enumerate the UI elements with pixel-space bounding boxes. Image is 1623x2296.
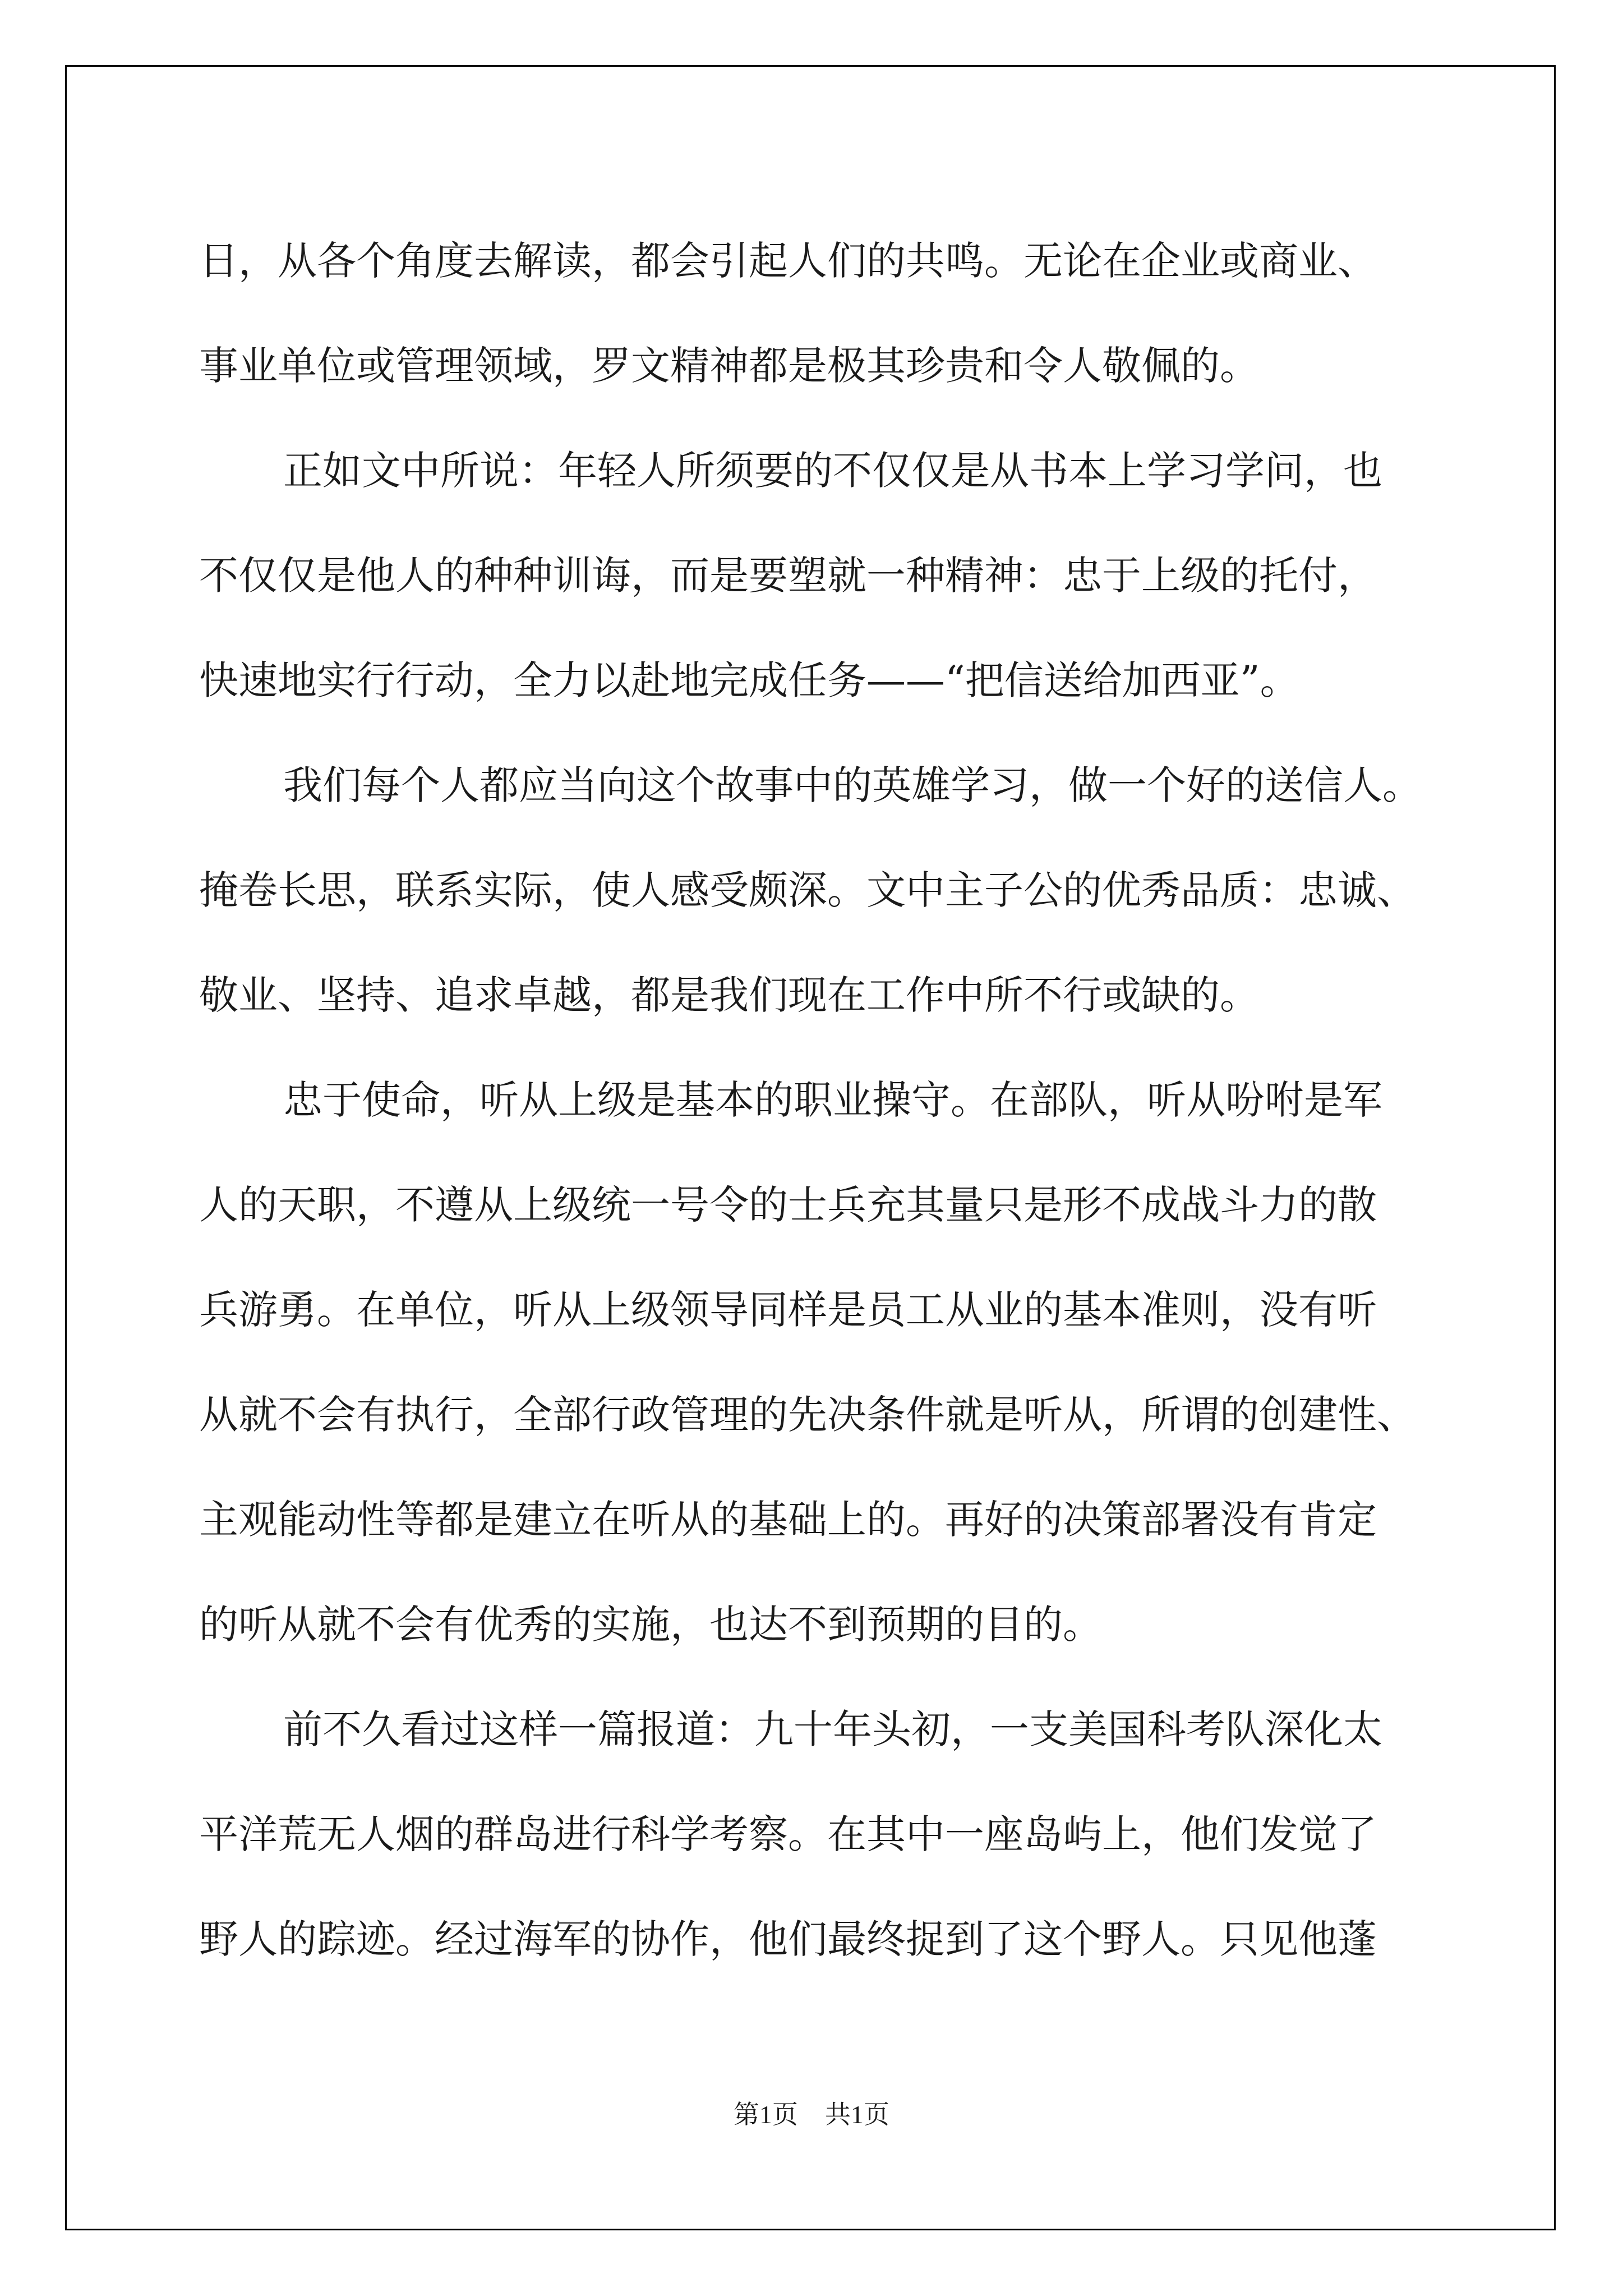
text-line: 兵游勇。在单位，听从上级领导同样是员工从业的基本准则，没有听 [199, 1287, 1377, 1333]
text-line: 的听从就不会有优秀的实施，也达不到预期的目的。 [199, 1602, 1102, 1648]
text-line: 忠于使命，听从上级是基本的职业操守。在部队，听从吩咐是军 [283, 1077, 1382, 1123]
text-line: 从就不会有执行，全部行政管理的先决条件就是听从，所谓的创建性、 [199, 1392, 1416, 1438]
text-line: 平洋荒无人烟的群岛进行科学考察。在其中一座岛屿上，他们发觉了 [199, 1811, 1377, 1857]
text-line: 前不久看过这样一篇报道：九十年头初，一支美国科考队深化太 [283, 1706, 1382, 1752]
text-line: 事业单位或管理领域，罗文精神都是极其珍贵和令人敬佩的。 [199, 343, 1259, 389]
text-line: 快速地实行行动，全力以赴地完成任务——“把信送给加西亚”。 [199, 657, 1299, 703]
text-line: 野人的踪迹。经过海军的协作，他们最终捉到了这个野人。只见他蓬 [199, 1916, 1377, 1962]
text-line: 人的天职，不遵从上级统一号令的士兵充其量只是形不成战斗力的散 [199, 1182, 1377, 1228]
text-line: 掩卷长思，联系实际，使人感受颇深。文中主子公的优秀品质：忠诚、 [199, 867, 1416, 913]
text-line: 主观能动性等都是建立在听从的基础上的。再好的决策部署没有肯定 [199, 1497, 1377, 1543]
page-number: 第1页 [734, 2100, 798, 2129]
page-footer [0, 2098, 1623, 2132]
text-line: 正如文中所说：年轻人所须要的不仅仅是从书本上学习学问，也 [283, 448, 1382, 494]
text-line: 我们每个人都应当向这个故事中的英雄学习，做一个好的送信人。 [283, 762, 1422, 808]
text-line: 不仅仅是他人的种种训诲，而是要塑就一种精神：忠于上级的托付， [199, 553, 1377, 599]
text-line: 敬业、坚持、追求卓越，都是我们现在工作中所不行或缺的。 [199, 972, 1259, 1018]
page-total: 共1页 [825, 2100, 889, 2129]
text-line: 日，从各个角度去解读，都会引起人们的共鸣。无论在企业或商业、 [199, 238, 1377, 284]
document-body [199, 209, 1433, 1992]
